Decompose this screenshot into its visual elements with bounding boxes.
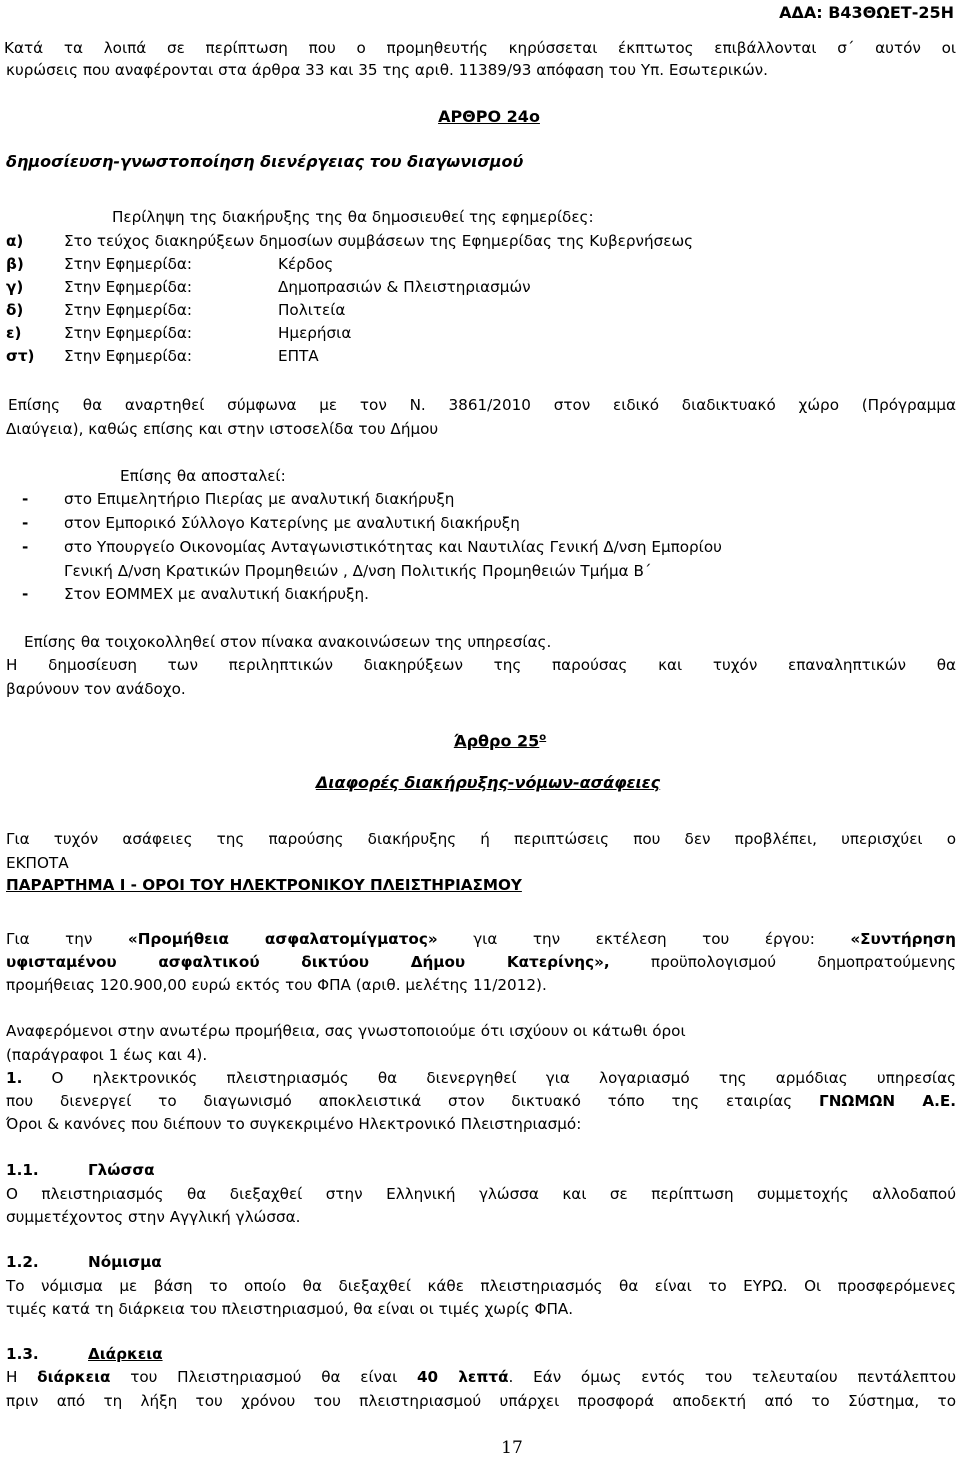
list-item [0,323,960,343]
newspaper-name: Κέρδος [278,255,334,273]
list-item [0,300,960,320]
annex-p1-d: «Συντήρηση [850,930,956,948]
ada-code: ΑΔΑ: Β43ΘΩΕΤ-25Η [779,3,954,22]
summary-intro: Περίληψη της διακήρυξης της θα δημοσιευθεί της εφημερίδες: [112,208,594,226]
list-item [0,254,960,274]
sent-text: Γενική Δ/νση Κρατικών Προμηθειών , Δ/νση Πολιτικής Προμηθειών Τμήμα Β΄ [64,562,652,580]
article-25-subtitle [0,773,960,793]
sent-text: Στον ΕΟΜΜΕΧ με αναλυτική διακήρυξη. [64,585,369,603]
list-marker: στ) [6,347,35,365]
annex-p3-line-3: Όροι & κανόνες που διέπουν το συγκεκριμένο Ηλεκτρονικό Πλειστηριασμό: [6,1115,582,1133]
annex-p3-num: 1. [6,1069,23,1087]
list-marker: γ) [6,278,24,296]
section-1-3-line-1 [6,1367,956,1387]
page-number: 17 [501,1438,523,1458]
sent-item [0,584,960,604]
newspaper-name: Δημοπρασιών & Πλειστηριασμών [278,278,531,296]
sent-item [0,537,960,557]
sent-item [0,489,960,509]
newspaper-name: Πολιτεία [278,301,346,319]
list-marker: β) [6,255,24,273]
section-1-3-num: 1.3. [6,1345,39,1363]
section-1-3-title: Διάρκεια [88,1345,163,1363]
s13-d: 40 λεπτά [416,1368,509,1386]
list-text: Στην Εφημερίδα: [64,347,192,365]
dash-bullet: - [22,490,29,508]
list-item [0,346,960,366]
list-marker: ε) [6,324,22,342]
newspaper-name: ΕΠΤΑ [278,347,319,365]
annex-title: ΠΑΡΑΡΤΗΜΑ Ι - ΟΡΟΙ ΤΟΥ ΗΛΕΚΤΡΟΝΙΚΟΥ ΠΛΕΙΣΤΗΡΙΑΣΜΟΥ [6,876,522,894]
list-text: Στην Εφημερίδα: [64,324,192,342]
section-1-2-line-1: Το νόμισμα με βάση το οποίο θα διεξαχθεί κάθε πλειστηριασμός θα είναι το ΕΥΡΩ. Οι προσφερόμενες [6,1277,956,1295]
annex-p1-a: Για την [6,930,93,948]
list-text: Στο τεύχος διακηρύξεων δημοσίων συμβάσεων της Εφημερίδας της Κυβερνήσεως [64,232,694,250]
article-24-title [0,107,960,127]
section-1-1-title: Γλώσσα [88,1161,155,1179]
section-1-2-num: 1.2. [6,1253,39,1271]
annex-p3-line-1 [6,1068,956,1088]
annex-p2-line-2: (παράγραφοι 1 έως και 4). [6,1046,208,1064]
annex-p1-f: προϋπολογισμού δημοπρατούμενης [650,953,956,971]
annex-p1-c: για την εκτέλεση του έργου: [473,930,815,948]
sent-intro: Επίσης θα αποσταλεί: [120,467,286,485]
article-25-subtitle-text: Διαφορές διακήρυξης-νόμων-ασάφειες [315,773,661,792]
list-text: Στην Εφημερίδα: [64,278,192,296]
annex-p3-a: Ο ηλεκτρονικός πλειστηριασμός θα διενεργηθεί για λογαριασμό της αρμόδιας υπηρεσίας [51,1069,956,1087]
sent-item [0,513,960,533]
newspaper-name: Ημερήσια [278,324,352,342]
list-text: Στην Εφημερίδα: [64,301,192,319]
posting-line-2: Διαύγεια), καθώς επίσης και στην ιστοσελίδα του Δήμου [6,420,439,438]
section-1-1-line-2: συμμετέχοντος στην Αγγλική γλώσσα. [6,1208,301,1226]
section-1-1-heading [6,1160,155,1180]
section-1-1-num: 1.1. [6,1161,39,1179]
list-item [0,231,960,251]
annex-p1-e: υφισταμένου ασφαλτικού δικτύου Δήμου Κατερίνης», [6,953,610,971]
article-25-title [0,728,960,751]
annex-p2-line-1: Αναφερόμενοι στην ανωτέρω προμήθεια, σας γνωστοποιούμε ότι ισχύουν οι κάτωθι όροι [6,1022,686,1040]
dash-bullet: - [22,514,29,532]
annex-p1-line-2 [6,952,956,972]
sent-text: στον Εμπορικό Σύλλογο Κατερίνης με αναλυτική διακήρυξη [64,514,520,532]
cost-line-1: Η δημοσίευση των περιληπτικών διακηρύξεων της παρούσας και τυχόν επαναληπτικών θα [6,656,956,674]
section-1-2-heading [6,1252,162,1272]
sent-text: στο Υπουργείο Οικονομίας Ανταγωνιστικότητας και Ναυτιλίας Γενική Δ/νση Εμπορίου [64,538,722,556]
article-24-subtitle: δημοσίευση-γνωστοποίηση διενέργειας του διαγωνισμού [6,152,524,171]
s13-a: Η [6,1368,18,1386]
annex-p1-b: «Προμήθεια ασφαλατομίγματος» [127,930,438,948]
notice-board-text: Επίσης θα τοιχοκολληθεί στον πίνακα ανακοινώσεων της υπηρεσίας. [24,633,552,651]
section-1-1-line-1: Ο πλειστηριασμός θα διεξαχθεί στην Ελληνική γλώσσα και σε περίπτωση συμμετοχής αλλοδαπού [6,1185,956,1203]
sent-item [0,561,960,581]
section-1-3-heading [6,1344,163,1364]
dash-bullet: - [22,585,29,603]
list-item [0,277,960,297]
cost-line-2: βαρύνουν τον ανάδοχο. [6,680,186,698]
s13-b: διάρκεια [37,1368,111,1386]
annex-p3-b: που διενεργεί το διαγωνισμό αποκλειστικά στον δικτυακό τόπο της εταιρίας [6,1092,793,1110]
list-marker: α) [6,232,24,250]
section-1-2-line-2: τιμές κατά τη διάρκεια του πλειστηριασμού, θα είναι οι τιμές χωρίς ΦΠΑ. [6,1300,574,1318]
article-25-line-1: Για τυχόν ασάφειες της παρούσης διακήρυξης ή περιπτώσεις που δεν προβλέπει, υπερισχύει ο [6,830,956,848]
list-text: Στην Εφημερίδα: [64,255,192,273]
article-24-title-text: ΑΡΘΡΟ 24ο [438,107,540,126]
section-1-2-title: Νόμισμα [88,1253,162,1271]
intro-line-1: Κατά τα λοιπά σε περίπτωση που ο προμηθευτής κηρύσσεται έκπτωτος επιβάλλονται σ΄ αυτόν οι [4,39,956,57]
list-marker: δ) [6,301,24,319]
article-25-line-2: ΕΚΠΟΤΑ [6,854,69,872]
section-1-3-line-2: πριν από τη λήξη του χρόνου του πλειστηριασμού υπάρχει προσφορά αποδεκτή από το Σύστημα, το [6,1392,956,1410]
dash-bullet: - [22,538,29,556]
sent-text: στο Επιμελητήριο Πιερίας με αναλυτική διακήρυξη [64,490,455,508]
article-25-title-text: Άρθρο 25 [453,731,540,751]
annex-p3-c: ΓΝΩΜΩΝ Α.Ε. [819,1092,956,1110]
s13-c: του Πλειστηριασμού θα είναι [130,1368,398,1386]
intro-line-2: κυρώσεις που αναφέρονται στα άρθρα 33 και 35 της αριθ. 11389/93 απόφαση του Υπ. Εσωτερικών. [6,61,768,79]
annex-p3-line-2 [6,1091,956,1111]
annex-p1-line-3: προμήθειας 120.900,00 ευρώ εκτός του ΦΠΑ (αριθ. μελέτης 11/2012). [6,976,547,994]
posting-line-1: Επίσης θα αναρτηθεί σύμφωνα με τον Ν. 3861/2010 στον ειδικό διαδικτυακό χώρο (Πρόγραμμα [8,396,956,414]
s13-e: . Εάν όμως εντός του τελευταίου πεντάλεπτου [508,1368,957,1386]
annex-p1-line-1 [6,929,956,949]
article-25-title-sup: ο [539,732,547,743]
